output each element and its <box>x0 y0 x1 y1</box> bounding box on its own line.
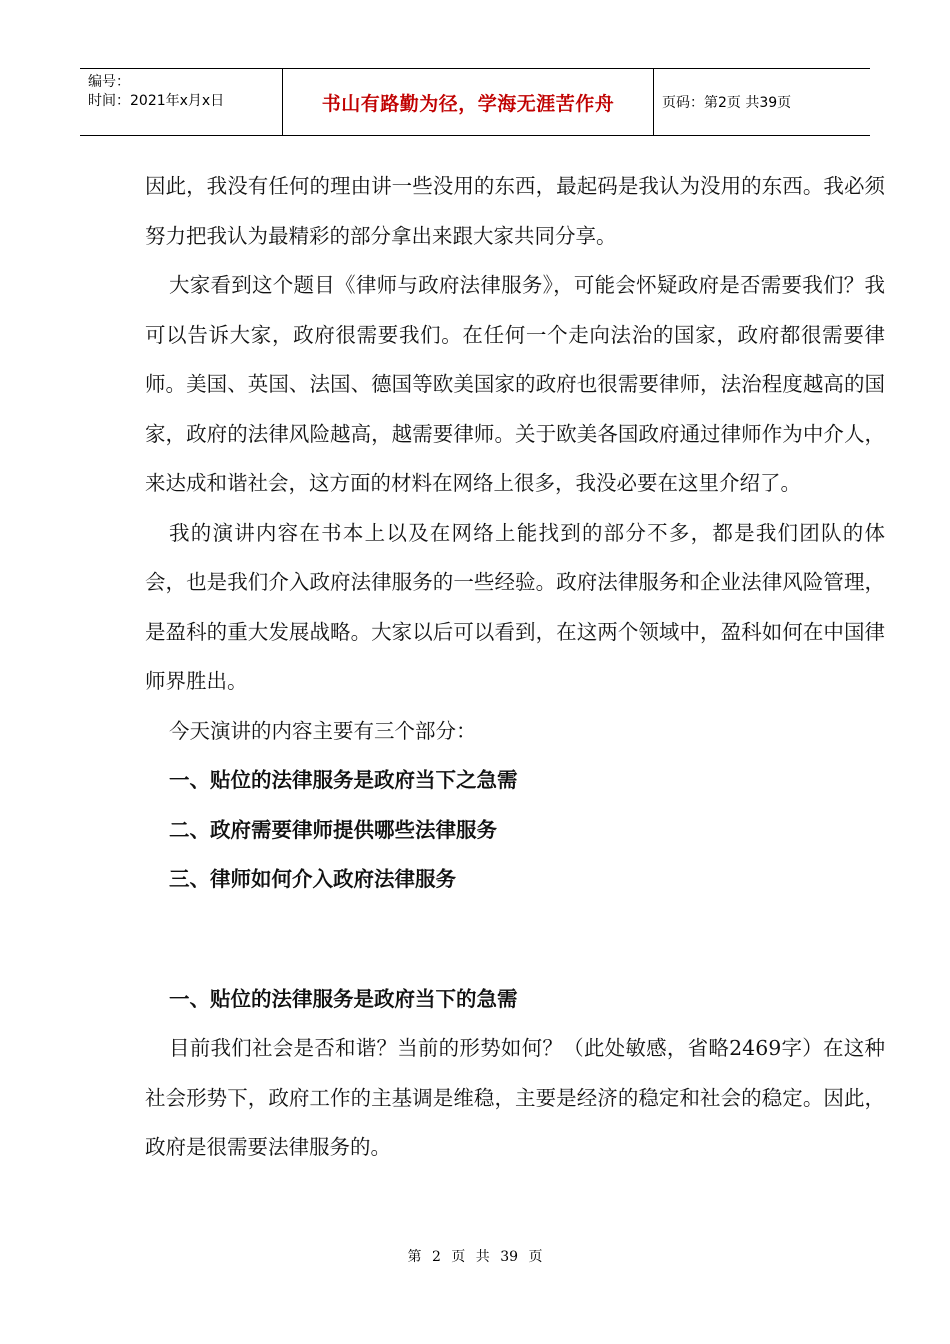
serial-number-label: 编号： <box>88 74 130 90</box>
header-meta <box>80 69 282 135</box>
outline-item: 二、政府需要律师提供哪些法律服务 <box>169 817 497 842</box>
section-spacer <box>145 905 885 975</box>
page-footer: 第 2 页 共 39 页 <box>407 1249 543 1265</box>
paragraph: 因此，我没有任何的理由讲一些没用的东西，最起码是我认为没用的东西。我必须努力把我认为最精彩的部分拿出来跟大家共同分享。 <box>145 174 885 248</box>
date-label: 时间：2021年x月x日 <box>88 93 225 109</box>
document-header <box>80 68 870 136</box>
header-motto: 书山有路勤为径，学海无涯苦作舟 <box>282 69 654 135</box>
paragraph: 今天演讲的内容主要有三个部分： <box>169 718 477 743</box>
paragraph: 我的演讲内容在书本上以及在网络上能找到的部分不多，都是我们团队的体会，也是我们介入政府法律服务的一些经验。政府法律服务和企业法律风险管理，是盈科的重大发展战略。大家以后可以看到，在这两个领域中，盈科如何在中国律师界胜出。 <box>145 520 885 693</box>
paragraph: 大家看到这个题目《律师与政府法律服务》，可能会怀疑政府是否需要我们？我可以告诉大家，政府很需要我们。在任何一个走向法治的国家，政府都很需要律师。美国、英国、法国、德国等欧美国家的政府也很需要律师，法治程度越高的国家，政府的法律风险越高，越需要律师。关于欧美各国政府通过律师作为中介人，来达成和谐社会，这方面的材料在网络上很多，我没必要在这里介绍了。 <box>145 273 885 495</box>
outline-item: 三、律师如何介入政府法律服务 <box>169 867 456 891</box>
section-heading: 一、贴位的法律服务是政府当下的急需 <box>169 986 518 1011</box>
header-page-info: 页码：第2页 共39页 <box>662 95 792 111</box>
paragraph: 目前我们社会是否和谐？当前的形势如何？（此处敏感，省略2469字）在这种社会形势下，政府工作的主基调是维稳，主要是经济的稳定和社会的稳定。因此，政府是很需要法律服务的。 <box>145 1036 885 1159</box>
document-body <box>145 162 885 1173</box>
outline-item: 一、贴位的法律服务是政府当下之急需 <box>169 768 518 792</box>
